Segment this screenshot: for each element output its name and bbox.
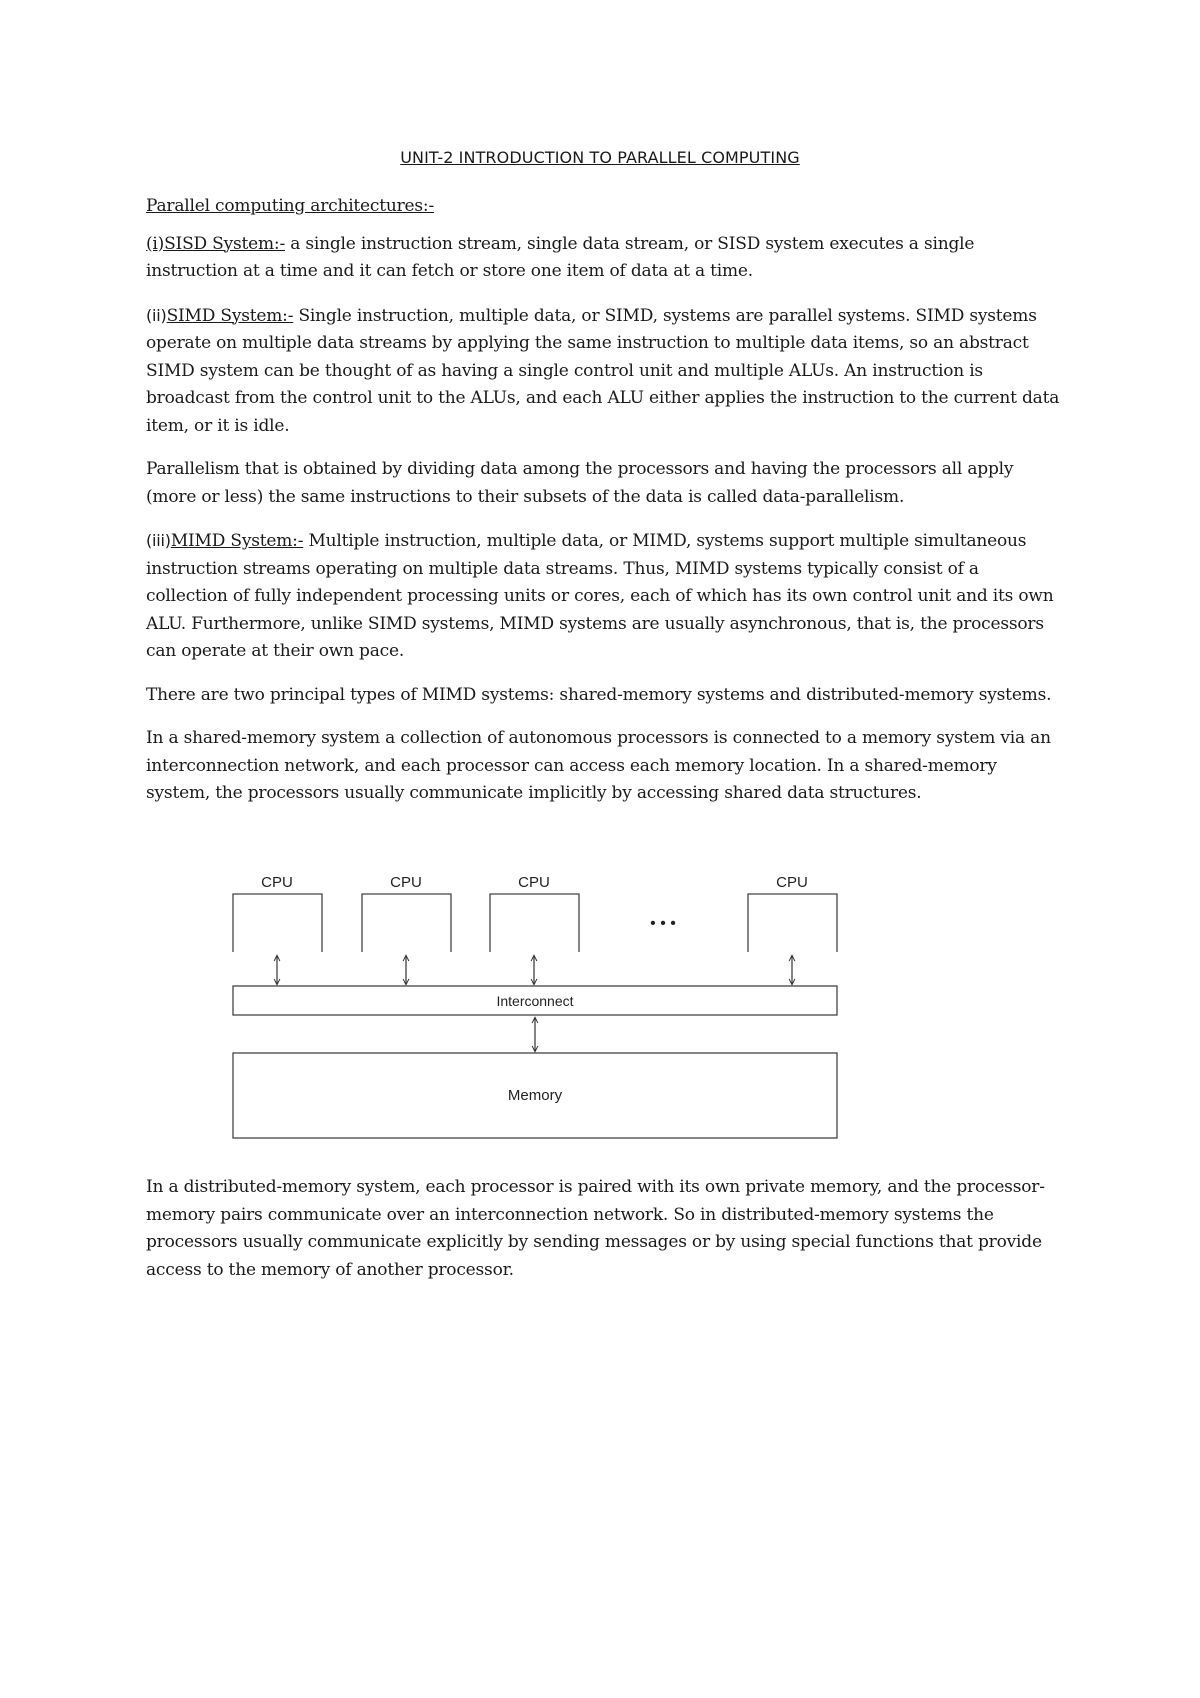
cpu-box-1 (233, 894, 322, 952)
cpu-label-4: CPU (776, 874, 808, 891)
memory-label: Memory (507, 1087, 563, 1104)
section-heading (146, 193, 1061, 221)
sisd-text: a single instruction stream, single data stream, or SISD system executes a single instruction at a time and it can fetch or store one item of data at a time. (146, 233, 975, 281)
cpu-box-4 (748, 894, 837, 952)
distributed-memory-paragraph: In a distributed-memory system, each processor is paired with its own private memory, and the processor-memory pairs communicate over an interconnection network. So in distributed-memory systems the processors usually communicate explicitly by sending messages or by using special functions that provide access to the memory of another processor. (146, 1177, 1045, 1280)
sisd-label: (i)SISD System:- (146, 233, 286, 254)
page-title: UNIT-2 INTRODUCTION TO PARALLEL COMPUTING (400, 148, 800, 167)
shared-memory-diagram (230, 868, 840, 1148)
document-body (146, 193, 1061, 824)
cpu-box-2 (362, 894, 451, 952)
cpu-label-1: CPU (261, 874, 293, 891)
mimd-label: MIMD System:- (170, 531, 304, 551)
cpu-label-2: CPU (390, 874, 422, 891)
simd-text: Single instruction, multiple data, or SIMD, systems are parallel systems. SIMD systems operate on multiple data streams by applying the same instruction to multiple data items, so an abstract SIMD system can be thought of as having a single control unit and multiple ALUs. An instruction is broadcast from the control unit to the ALUs, and each ALU either applies the instruction to the current data item, or it is idle. (146, 305, 1060, 436)
interconnect-label: Interconnect (496, 993, 574, 1009)
sisd-paragraph (146, 231, 1061, 286)
mimd-text: Multiple instruction, multiple data, or MIMD, systems support multiple simultaneous instruction streams operating on multiple data streams. Thus, MIMD systems typically consist of a collection of fully independent processing units or cores, each of which has its own control unit and its own ALU. Furthermore, unlike SIMD systems, MIMD systems are usually asynchronous, that is, the processors can operate at their own pace. (146, 531, 1054, 661)
cpu-box-3 (490, 894, 579, 952)
simd-label: SIMD System:- (166, 305, 294, 326)
data-parallelism-paragraph: Parallelism that is obtained by dividing data among the processors and having the processors all apply (more or less) the same instructions to their subsets of the data is called data-parallelism. (146, 459, 1014, 507)
cpu-label-3: CPU (518, 874, 550, 891)
mimd-paragraph (146, 527, 1061, 666)
cpu-ellipsis: • • • (650, 915, 676, 932)
mimd-numeral: (iii) (146, 531, 171, 550)
section-heading-text: Parallel computing architectures:- (146, 196, 435, 216)
simd-paragraph (146, 302, 1061, 441)
simd-numeral: (ii) (146, 305, 167, 325)
mimd-types-paragraph: There are two principal types of MIMD systems: shared-memory systems and distributed-memory systems. (146, 684, 1052, 705)
shared-memory-paragraph: In a shared-memory system a collection of autonomous processors is connected to a memory system via an interconnection network, and each processor can access each memory location. In a shared-memory system, the processors usually communicate implicitly by accessing shared data structures. (146, 728, 1051, 803)
